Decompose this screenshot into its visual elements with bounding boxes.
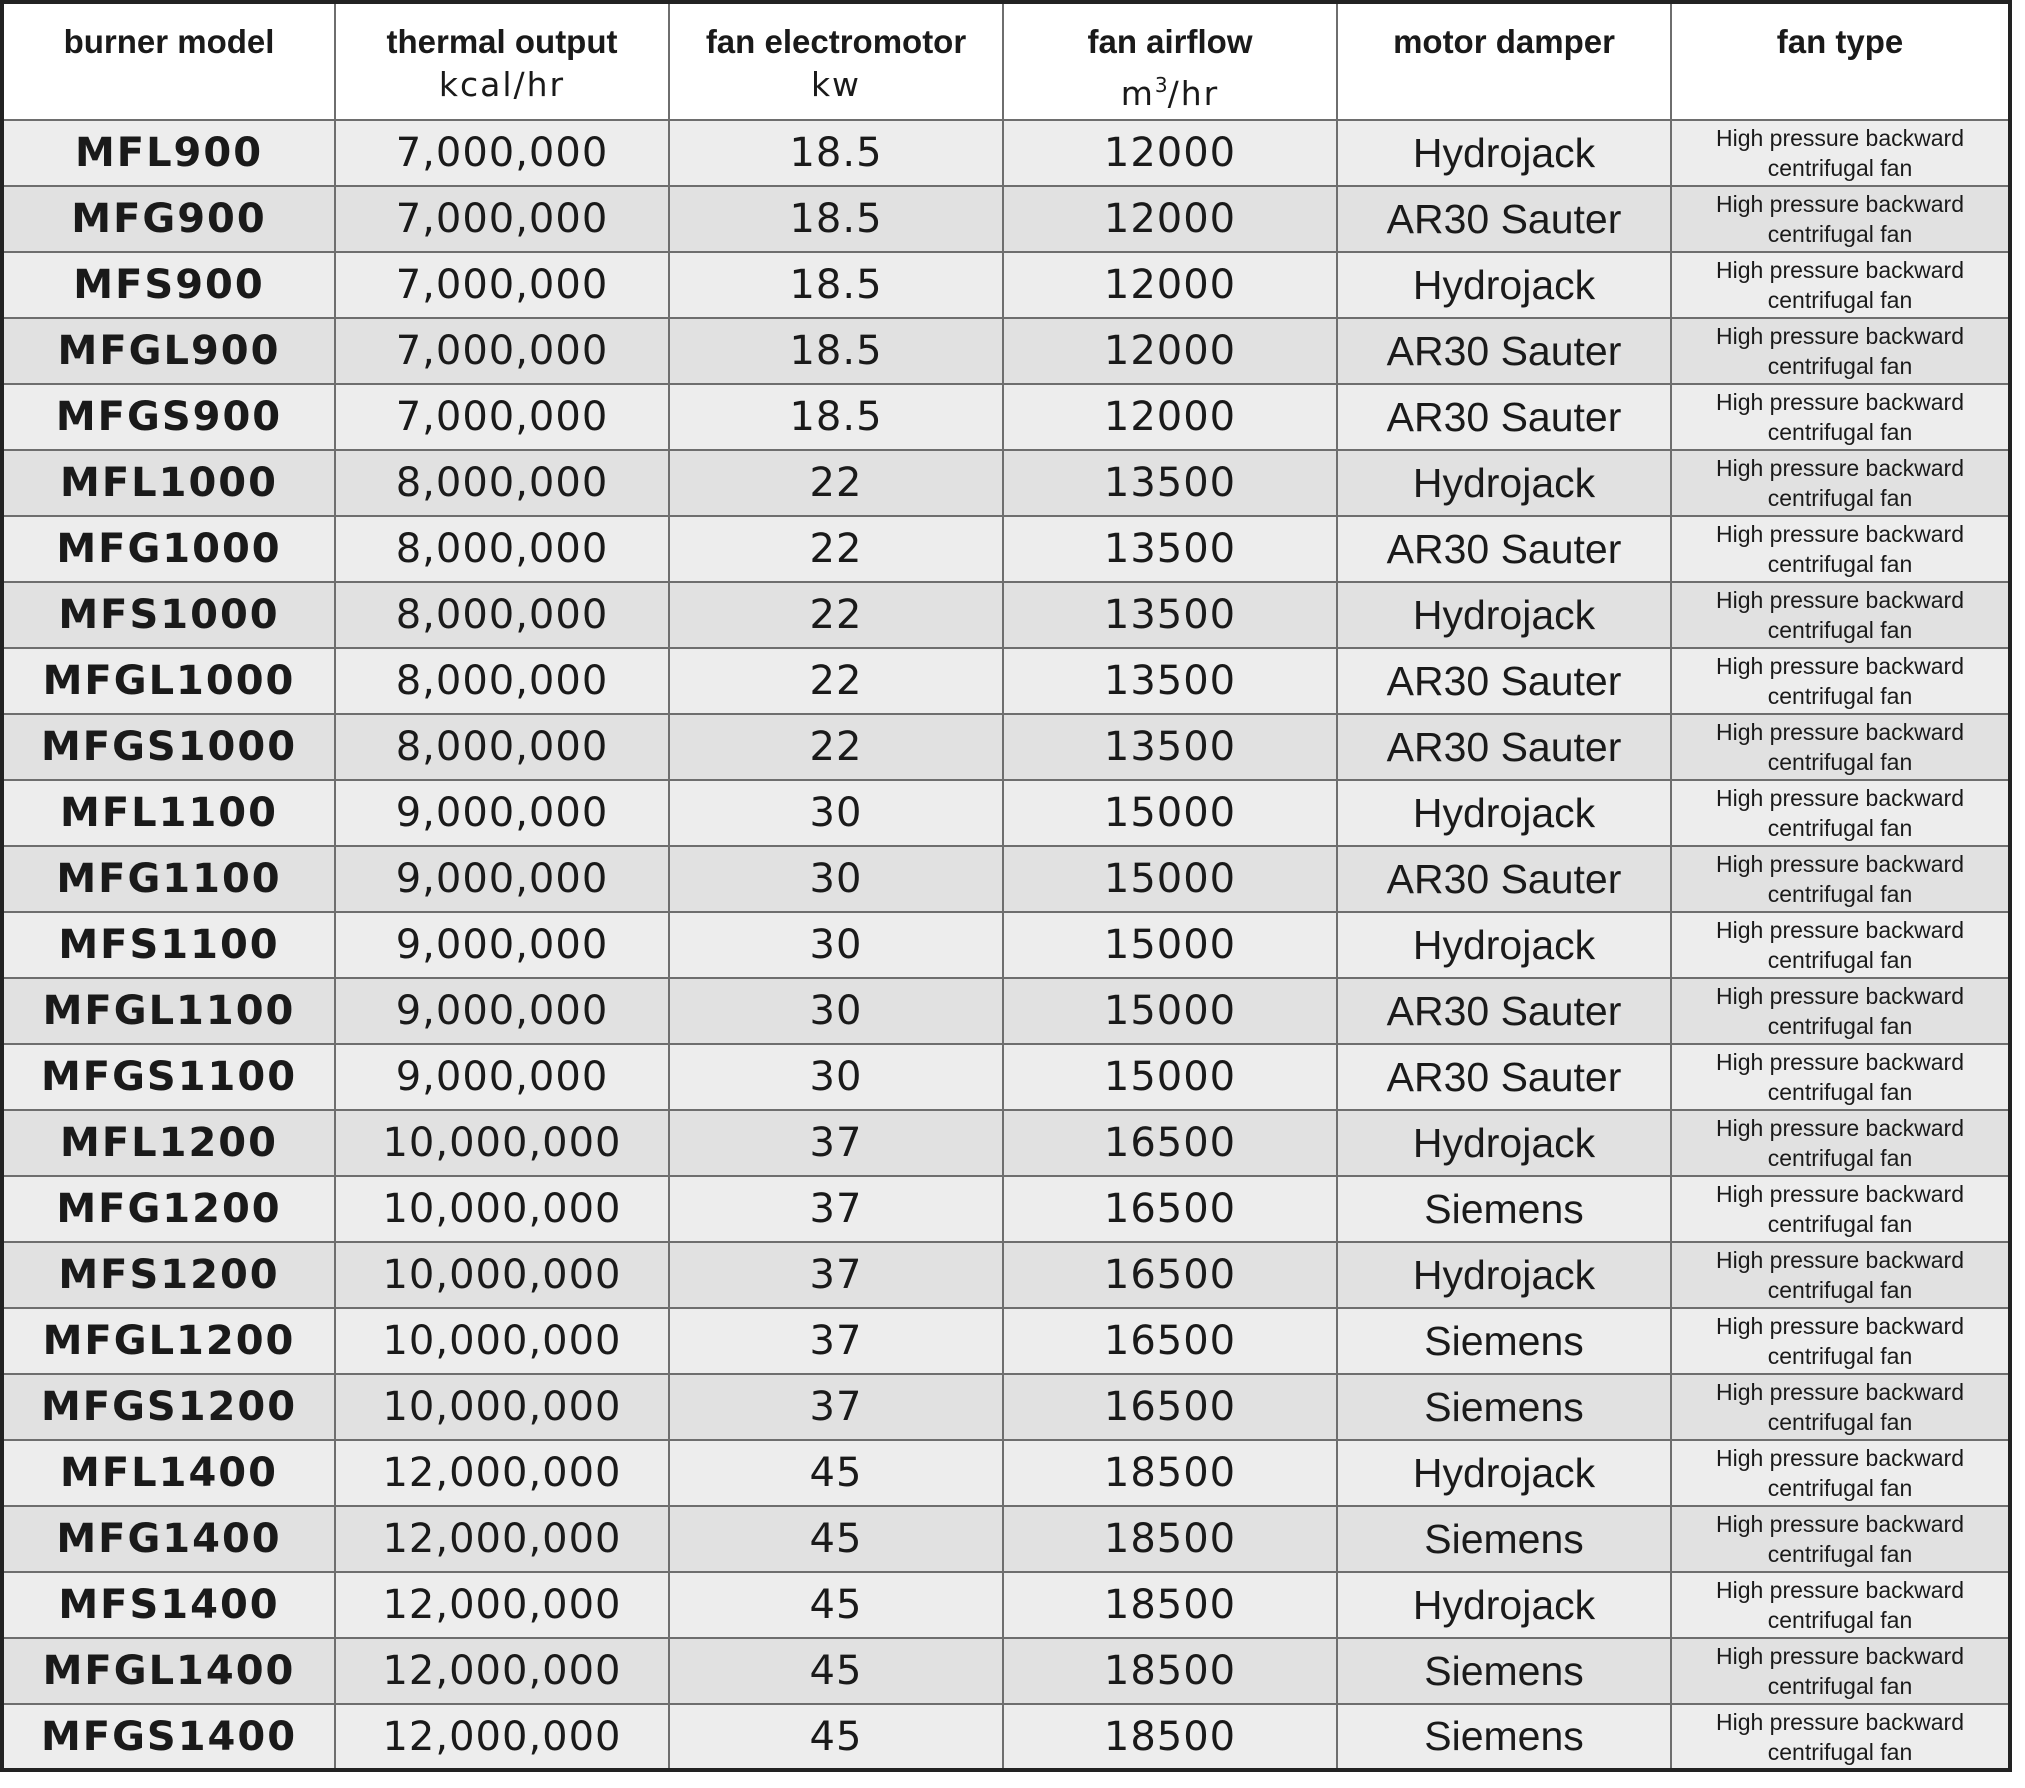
header-fan-type [1671,2,2010,120]
cell-thermal-output: 7,000,000 [335,384,669,450]
cell-burner-model: MFL1200 [2,1110,335,1176]
cell-fan-airflow: 18500 [1003,1704,1337,1770]
fan-type-line-2: centrifugal fan [1767,947,1913,973]
table-row [2,582,2010,648]
cell-thermal-output: 12,000,000 [335,1440,669,1506]
fan-type-line-1: High pressure backward [1715,983,1964,1009]
cell-thermal-output: 10,000,000 [335,1110,669,1176]
fan-type-line-1: High pressure backward [1715,917,1964,943]
cell-fan-electromotor: 45 [669,1506,1003,1572]
cell-fan-airflow: 16500 [1003,1308,1337,1374]
cell-fan-electromotor: 18.5 [669,252,1003,318]
cell-fan-type [1671,120,2010,186]
fan-type-line-1: High pressure backward [1715,587,1964,613]
header-fan-airflow [1003,2,1337,120]
table-row [2,648,2010,714]
cell-burner-model: MFGL1100 [2,978,335,1044]
cell-fan-electromotor: 45 [669,1572,1003,1638]
cell-thermal-output: 10,000,000 [335,1308,669,1374]
cell-fan-airflow: 18500 [1003,1440,1337,1506]
cell-fan-type [1671,1638,2010,1704]
cell-motor-damper: Siemens [1337,1374,1671,1440]
header-unit: kw [810,65,862,104]
cell-burner-model: MFGS1000 [2,714,335,780]
cell-fan-type [1671,1704,2010,1770]
table-row [2,912,2010,978]
cell-thermal-output: 7,000,000 [335,252,669,318]
cell-motor-damper: AR30 Sauter [1337,318,1671,384]
cell-thermal-output: 12,000,000 [335,1506,669,1572]
cell-fan-electromotor: 30 [669,978,1003,1044]
fan-type-line-1: High pressure backward [1715,1115,1964,1141]
fan-type-line-2: centrifugal fan [1767,1738,1913,1765]
cell-fan-electromotor: 45 [669,1440,1003,1506]
cell-burner-model: MFL900 [2,120,335,186]
cell-thermal-output: 7,000,000 [335,120,669,186]
cell-burner-model: MFG1100 [2,846,335,912]
cell-fan-type [1671,978,2010,1044]
cell-motor-damper: Siemens [1337,1176,1671,1242]
cell-motor-damper: Hydrojack [1337,582,1671,648]
cell-burner-model: MFS1100 [2,912,335,978]
cell-motor-damper: Siemens [1337,1704,1671,1770]
cell-fan-airflow: 12000 [1003,120,1337,186]
cell-fan-airflow: 13500 [1003,450,1337,516]
table-row [2,714,2010,780]
fan-type-line-2: centrifugal fan [1767,1343,1913,1369]
fan-type-line-1: High pressure backward [1715,191,1964,217]
cell-motor-damper: AR30 Sauter [1337,186,1671,252]
cell-motor-damper: AR30 Sauter [1337,516,1671,582]
table-row [2,846,2010,912]
cell-burner-model: MFG1000 [2,516,335,582]
cell-fan-airflow: 15000 [1003,846,1337,912]
cell-burner-model: MFS900 [2,252,335,318]
fan-type-line-2: centrifugal fan [1767,419,1913,445]
cell-motor-damper: Hydrojack [1337,1440,1671,1506]
fan-type-line-2: centrifugal fan [1767,1607,1913,1633]
table-row [2,1572,2010,1638]
fan-type-line-2: centrifugal fan [1767,1211,1913,1237]
table-row [2,780,2010,846]
cell-fan-type [1671,1308,2010,1374]
fan-type-line-2: centrifugal fan [1767,287,1913,313]
cell-fan-type [1671,1506,2010,1572]
fan-type-line-2: centrifugal fan [1767,617,1913,643]
cell-thermal-output: 10,000,000 [335,1374,669,1440]
fan-type-line-1: High pressure backward [1715,455,1964,481]
table-row [2,252,2010,318]
cell-fan-type [1671,846,2010,912]
cell-fan-type [1671,1242,2010,1308]
cell-burner-model: MFG1400 [2,1506,335,1572]
header-label: motor damper [1393,23,1615,60]
cell-fan-type [1671,1044,2010,1110]
cell-burner-model: MFGL1400 [2,1638,335,1704]
cell-motor-damper: Hydrojack [1337,450,1671,516]
cell-burner-model: MFGS1400 [2,1704,335,1770]
table-row [2,516,2010,582]
cell-thermal-output: 9,000,000 [335,780,669,846]
cell-motor-damper: Siemens [1337,1638,1671,1704]
table-row [2,1044,2010,1110]
header-unit-rest: /hr [1167,74,1220,113]
fan-type-line-1: High pressure backward [1715,521,1964,547]
table-body [2,120,2010,1770]
fan-type-line-2: centrifugal fan [1767,1145,1913,1171]
cell-fan-electromotor: 37 [669,1110,1003,1176]
cell-fan-type [1671,714,2010,780]
cell-fan-type [1671,1110,2010,1176]
table-row [2,1176,2010,1242]
cell-thermal-output: 8,000,000 [335,714,669,780]
fan-type-line-1: High pressure backward [1715,389,1964,415]
cell-thermal-output: 12,000,000 [335,1638,669,1704]
fan-type-line-1: High pressure backward [1715,851,1964,877]
header-fan-electromotor [669,2,1003,120]
header-unit: kcal/hr [438,65,566,104]
cell-fan-airflow: 12000 [1003,384,1337,450]
cell-fan-electromotor: 22 [669,450,1003,516]
cell-fan-airflow: 13500 [1003,714,1337,780]
cell-motor-damper: Hydrojack [1337,1110,1671,1176]
cell-fan-electromotor: 18.5 [669,384,1003,450]
cell-burner-model: MFS1000 [2,582,335,648]
fan-type-line-2: centrifugal fan [1767,485,1913,511]
fan-type-line-1: High pressure backward [1715,1313,1964,1339]
cell-thermal-output: 7,000,000 [335,318,669,384]
fan-type-line-2: centrifugal fan [1767,1475,1913,1501]
fan-type-line-2: centrifugal fan [1767,221,1913,247]
fan-type-line-1: High pressure backward [1715,1445,1964,1471]
fan-type-line-2: centrifugal fan [1767,749,1913,775]
fan-type-line-2: centrifugal fan [1767,1277,1913,1303]
cell-fan-airflow: 15000 [1003,780,1337,846]
cell-motor-damper: Siemens [1337,1308,1671,1374]
cell-thermal-output: 9,000,000 [335,1044,669,1110]
fan-type-line-1: High pressure backward [1715,1643,1964,1669]
fan-type-line-1: High pressure backward [1715,653,1964,679]
cell-fan-airflow: 12000 [1003,186,1337,252]
cell-fan-airflow: 15000 [1003,912,1337,978]
fan-type-line-2: centrifugal fan [1767,1409,1913,1435]
cell-fan-electromotor: 22 [669,714,1003,780]
cell-thermal-output: 8,000,000 [335,582,669,648]
fan-type-line-2: centrifugal fan [1767,1673,1913,1699]
fan-type-line-2: centrifugal fan [1767,683,1913,709]
fan-type-line-2: centrifugal fan [1767,353,1913,379]
cell-fan-electromotor: 22 [669,648,1003,714]
cell-fan-electromotor: 30 [669,780,1003,846]
cell-motor-damper: Hydrojack [1337,1242,1671,1308]
cell-fan-airflow: 12000 [1003,318,1337,384]
header-label: fan electromotor [705,23,967,60]
cell-fan-airflow: 16500 [1003,1242,1337,1308]
fan-type-line-1: High pressure backward [1715,125,1964,151]
cell-fan-airflow: 18500 [1003,1506,1337,1572]
cell-fan-airflow: 13500 [1003,648,1337,714]
cell-motor-damper: AR30 Sauter [1337,714,1671,780]
cell-burner-model: MFL1400 [2,1440,335,1506]
table-row [2,450,2010,516]
cell-fan-type [1671,780,2010,846]
cell-fan-type [1671,582,2010,648]
cell-fan-electromotor: 30 [669,912,1003,978]
cell-thermal-output: 12,000,000 [335,1704,669,1770]
cell-fan-electromotor: 37 [669,1176,1003,1242]
cell-fan-type [1671,384,2010,450]
header-unit [1004,62,1336,117]
cell-burner-model: MFL1000 [2,450,335,516]
fan-type-line-1: High pressure backward [1715,1379,1964,1405]
cell-fan-electromotor: 37 [669,1374,1003,1440]
cell-fan-airflow: 16500 [1003,1374,1337,1440]
cell-fan-electromotor: 37 [669,1242,1003,1308]
header-unit-base: m [1120,74,1155,113]
header-thermal-output [335,2,669,120]
table-row [2,120,2010,186]
cell-thermal-output: 8,000,000 [335,516,669,582]
fan-type-line-2: centrifugal fan [1767,155,1913,181]
fan-type-line-1: High pressure backward [1715,1577,1964,1603]
cell-burner-model: MFGS1100 [2,1044,335,1110]
fan-type-line-1: High pressure backward [1715,323,1964,349]
cell-fan-airflow: 18500 [1003,1572,1337,1638]
cell-fan-electromotor: 22 [669,582,1003,648]
header-burner-model [2,2,335,120]
fan-type-line-2: centrifugal fan [1767,1013,1913,1039]
header-row [2,2,2010,120]
cell-fan-electromotor: 18.5 [669,318,1003,384]
header-label: burner model [63,23,275,60]
cell-thermal-output: 9,000,000 [335,912,669,978]
cell-fan-electromotor: 37 [669,1308,1003,1374]
cell-fan-airflow: 16500 [1003,1176,1337,1242]
cell-fan-airflow: 13500 [1003,582,1337,648]
cell-thermal-output: 8,000,000 [335,648,669,714]
cell-motor-damper: AR30 Sauter [1337,384,1671,450]
fan-type-line-2: centrifugal fan [1767,881,1913,907]
cell-burner-model: MFGS900 [2,384,335,450]
fan-type-line-1: High pressure backward [1715,1181,1964,1207]
cell-fan-airflow: 13500 [1003,516,1337,582]
cell-fan-type [1671,516,2010,582]
cell-fan-airflow: 15000 [1003,978,1337,1044]
cell-fan-electromotor: 18.5 [669,120,1003,186]
cell-thermal-output: 10,000,000 [335,1176,669,1242]
table-row [2,1110,2010,1176]
cell-motor-damper: Hydrojack [1337,1572,1671,1638]
cell-fan-airflow: 15000 [1003,1044,1337,1110]
cell-motor-damper: Hydrojack [1337,252,1671,318]
cell-fan-electromotor: 30 [669,846,1003,912]
table-row [2,978,2010,1044]
cell-motor-damper: AR30 Sauter [1337,978,1671,1044]
cell-fan-electromotor: 18.5 [669,186,1003,252]
cell-fan-type [1671,1374,2010,1440]
cell-burner-model: MFGL900 [2,318,335,384]
header-label: thermal output [386,23,618,60]
cell-burner-model: MFGS1200 [2,1374,335,1440]
cell-burner-model: MFS1200 [2,1242,335,1308]
cell-fan-type [1671,252,2010,318]
header-label: fan airflow [1087,23,1253,60]
fan-type-line-2: centrifugal fan [1767,1541,1913,1567]
cell-thermal-output: 12,000,000 [335,1572,669,1638]
cell-fan-type [1671,1572,2010,1638]
cell-motor-damper: Siemens [1337,1506,1671,1572]
table-row [2,186,2010,252]
cell-thermal-output: 7,000,000 [335,186,669,252]
cell-motor-damper: AR30 Sauter [1337,648,1671,714]
table-row [2,1506,2010,1572]
cell-fan-airflow: 18500 [1003,1638,1337,1704]
cell-burner-model: MFS1400 [2,1572,335,1638]
cell-motor-damper: AR30 Sauter [1337,1044,1671,1110]
cell-fan-airflow: 12000 [1003,252,1337,318]
cell-thermal-output: 10,000,000 [335,1242,669,1308]
cell-fan-type [1671,1440,2010,1506]
cell-fan-electromotor: 22 [669,516,1003,582]
table-row [2,384,2010,450]
table-row [2,318,2010,384]
table-row [2,1308,2010,1374]
cell-motor-damper: AR30 Sauter [1337,846,1671,912]
cell-fan-electromotor: 45 [669,1704,1003,1770]
fan-type-line-1: High pressure backward [1715,785,1964,811]
cell-motor-damper: Hydrojack [1337,912,1671,978]
cell-thermal-output: 9,000,000 [335,846,669,912]
cell-fan-type [1671,186,2010,252]
cell-burner-model: MFGL1200 [2,1308,335,1374]
cell-fan-type [1671,318,2010,384]
header-unit-superscript: 3 [1154,73,1168,97]
table-row [2,1242,2010,1308]
cell-fan-type [1671,450,2010,516]
table-row [2,1638,2010,1704]
fan-type-line-1: High pressure backward [1715,1247,1964,1273]
cell-fan-electromotor: 30 [669,1044,1003,1110]
cell-fan-type [1671,912,2010,978]
table-row [2,1704,2010,1770]
fan-type-line-1: High pressure backward [1715,719,1964,745]
fan-type-line-1: High pressure backward [1715,1511,1964,1537]
fan-type-line-2: centrifugal fan [1767,815,1913,841]
cell-burner-model: MFGL1000 [2,648,335,714]
cell-motor-damper: Hydrojack [1337,780,1671,846]
cell-thermal-output: 8,000,000 [335,450,669,516]
cell-fan-electromotor: 45 [669,1638,1003,1704]
cell-thermal-output: 9,000,000 [335,978,669,1044]
fan-type-line-2: centrifugal fan [1767,1079,1913,1105]
header-motor-damper [1337,2,1671,120]
table-row [2,1374,2010,1440]
cell-fan-airflow: 16500 [1003,1110,1337,1176]
fan-type-line-1: High pressure backward [1715,1708,1964,1735]
fan-type-line-2: centrifugal fan [1767,551,1913,577]
fan-type-line-1: High pressure backward [1715,257,1964,283]
table-header [2,2,2010,120]
cell-fan-type [1671,1176,2010,1242]
cell-burner-model: MFL1100 [2,780,335,846]
cell-fan-type [1671,648,2010,714]
table-row [2,1440,2010,1506]
cell-burner-model: MFG1200 [2,1176,335,1242]
header-label: fan type [1776,23,1904,60]
cell-motor-damper: Hydrojack [1337,120,1671,186]
fan-type-line-1: High pressure backward [1715,1049,1964,1075]
cell-burner-model: MFG900 [2,186,335,252]
